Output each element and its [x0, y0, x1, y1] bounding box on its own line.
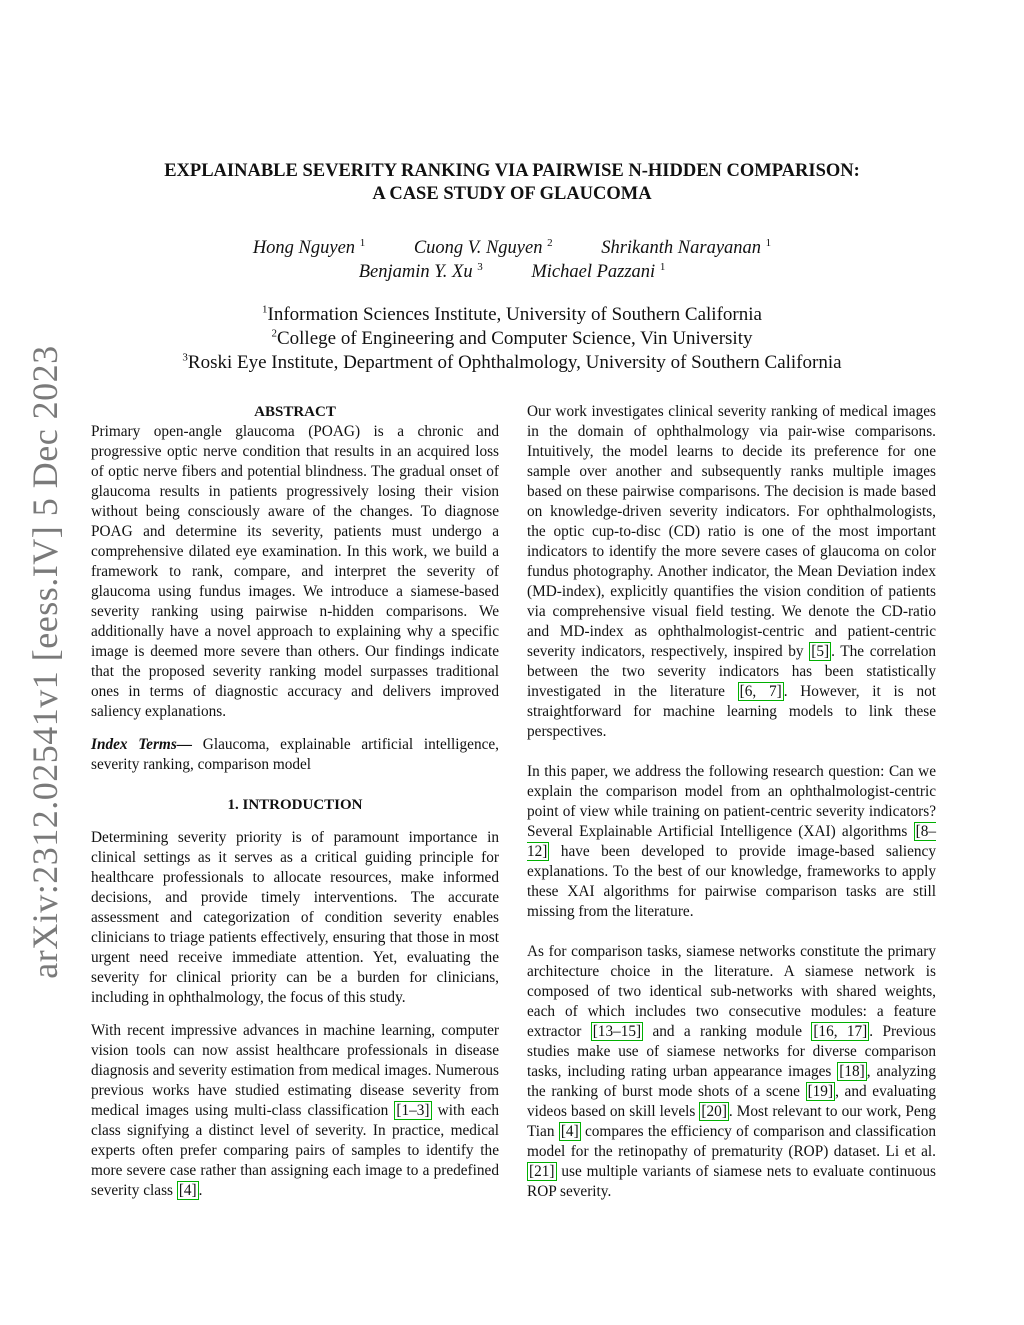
- affiliation: $^1$Information Sciences Institute, University of Southern California: [262, 303, 762, 325]
- right-paragraph-1: Our work investigates clinical severity ranking of medical images in the domain of ophthalmology via pair-wise comparisons. Intuitively, the model learns to decide its preference for one sample over another and subsequently ranks multiple images based on these pairwise comparisons. The decision is made based on knowledge-driven severity indicators. For ophthalmologists, the optic cup-to-disc (CD) ratio is one of the most important indicators to identify the more severe cases of glaucoma on color fundus photography. Another indicator, the Mean Deviation index (MD-index), explicitly quantifies the vision condition of patients via comprehensive visual field testing. We denote the CD-ratio and MD-index as ophthalmologist-centric and patient-centric severity indicators, respectively, inspired by [5] . The correlation between the two severity indicators has been statistically investigated in the literature [6, 7] . However, it is not straightforward for machine learning models to link these perspectives.: [527, 403, 936, 740]
- author: Cuong V. Nguyen $^2$: [413, 236, 553, 258]
- citation-link[interactable]: [5]: [811, 643, 830, 660]
- intro-heading: 1. INTRODUCTION: [227, 797, 363, 813]
- citation-link[interactable]: [1–3]: [396, 1102, 430, 1119]
- index-terms: Index Terms— Glaucoma, explainable artificial intelligence, severity ranking, comparison model: [91, 736, 500, 773]
- affiliation: $^3$Roski Eye Institute, Department of Ophthalmology, University of Southern California: [182, 351, 842, 373]
- citation-link[interactable]: [13–15]: [592, 1023, 642, 1040]
- affiliation: $^2$College of Engineering and Computer Science, Vin University: [271, 327, 753, 349]
- author: Michael Pazzani $^1$: [531, 260, 666, 282]
- right-paragraph-2: In this paper, we address the following research question: Can we explain the comparison model from an ophthalmologist-centric point of view while training on patient-centric severity indicators? Several Explainable Artificial Intelligence (XAI) algorithms [8–12] have been developed to provide image-based saliency explanations. To the best of our knowledge, frameworks to apply these XAI algorithms for pairwise comparison tasks are still missing from the literature.: [527, 763, 936, 920]
- citation-link[interactable]: [6, 7]: [739, 683, 782, 700]
- right-paragraph-3: As for comparison tasks, siamese networks constitute the primary architecture choice in the literature. A siamese network is composed of two identical sub-networks with shared weights, each of which includes two consecutive modules: a feature extractor [13–15] and a ranking module [16, 17] . Previous studies make use of siamese networks for diverse comparison tasks, including rating urban appearance images [18] , analyzing the ranking of burst mode shots of a scene [19] , and evaluating videos based on skill levels [20] . Most relevant to our work, Peng Tian [4] compares the efficiency of comparison and classification model for the retinopathy of prematurity (ROP) dataset. Li et al. [21] use multiple variants of siamese nets to evaluate continuous ROP severity.: [527, 943, 936, 1200]
- citation-link[interactable]: [16, 17]: [813, 1023, 868, 1040]
- citation-link[interactable]: [18]: [839, 1063, 865, 1080]
- author: Hong Nguyen $^1$: [252, 236, 366, 258]
- intro-paragraph-1: Determining severity priority is of paramount importance in clinical settings as it serves as a critical guiding principle for healthcare professionals to allocate resources, make informed decisions, and provide timely interventions. The accurate assessment and categorization of condition severity enables clinicians to triage patients effectively, ensuring that those in most urgent need receive immediate attention. Yet, evaluating the severity for clinical priority can be a burden for clinicians, including in ophthalmology, the focus of this study.: [91, 829, 499, 1006]
- intro-paragraph-2: With recent impressive advances in machine learning, computer vision tools can now assist healthcare professionals in disease diagnosis and severity estimation from medical images. Numerous previous works have studied estimating disease severity from medical images using multi-class classification [1–3] with each class signifying a distinct level of severity. In practice, medical experts often prefer comparing pairs of samples to identify the more severe case rather than assigning each image to a predefined severity class [4] .: [91, 1022, 499, 1199]
- paper-title: [100, 160, 924, 206]
- citation-link[interactable]: [19]: [807, 1083, 834, 1100]
- abstract-text: Primary open-angle glaucoma (POAG) is a chronic and progressive optic nerve condition that results in an acquired loss of optic nerve fibers and potential blindness. The gradual onset of glaucoma results in patients progressively losing their vision without being consciously aware of the changes. To diagnose POAG and determine its severity, patients must undergo a comprehensive dilated eye examination. In this work, we build a framework to rank, compare, and interpret the severity of glaucoma using fundus images. We introduce a siamese-based severity ranking using pairwise n-hidden comparisons. We additionally have a novel approach to explaining why a specific image is deemed more severe than others. Our findings indicate that the proposed severity ranking model surpasses traditional ones in terms of diagnostic accuracy and delivers improved saliency explanations.: [91, 423, 499, 720]
- title-line-2: A CASE STUDY OF GLAUCOMA: [372, 184, 652, 204]
- citation-link[interactable]: [4]: [178, 1182, 197, 1199]
- affiliation-list: [100, 303, 924, 375]
- author: Shrikanth Narayanan $^1$: [601, 236, 772, 258]
- author: Benjamin Y. Xu $^3$: [358, 260, 483, 282]
- abstract-heading: ABSTRACT: [254, 404, 336, 420]
- citation-link[interactable]: [4]: [560, 1123, 579, 1140]
- citation-link[interactable]: [21]: [529, 1163, 555, 1180]
- left-column: [91, 402, 499, 1201]
- author-list: [100, 236, 924, 284]
- arxiv-sidebar: [22, 345, 68, 979]
- right-column: [527, 402, 936, 1202]
- title-line-1: EXPLAINABLE SEVERITY RANKING VIA PAIRWISE N-HIDDEN COMPARISON:: [164, 161, 860, 181]
- citation-link[interactable]: [8–12]: [527, 823, 936, 860]
- citation-link[interactable]: [20]: [701, 1103, 727, 1120]
- arxiv-identifier: arXiv:2312.02541v1 [eess.IV] 5 Dec 2023: [25, 345, 65, 979]
